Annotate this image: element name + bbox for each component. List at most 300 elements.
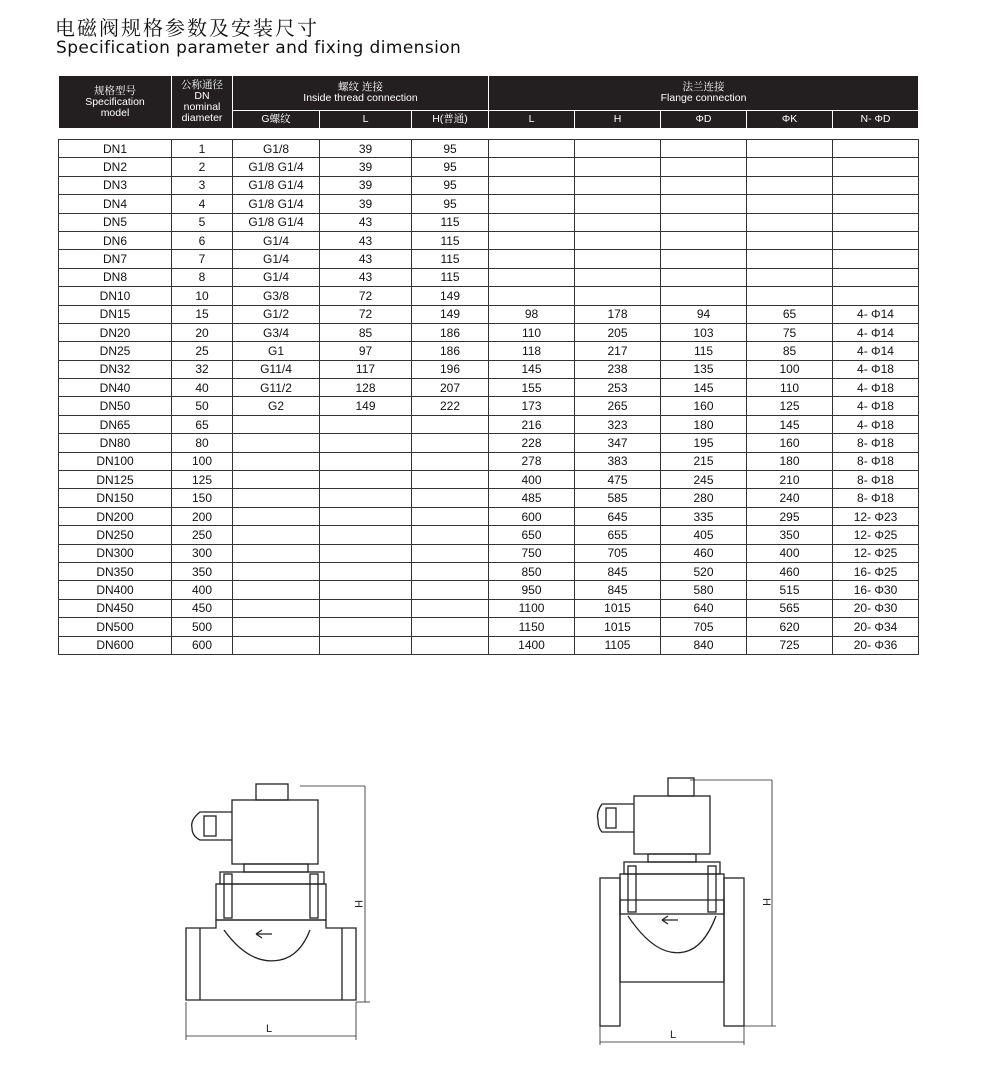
cell-model: DN450 — [59, 599, 172, 617]
spec-table-body — [59, 129, 919, 655]
table-row — [59, 140, 919, 158]
cell-flange-d: 460 — [661, 544, 747, 562]
cell-thread-l — [320, 415, 412, 433]
cell-thread-l: 149 — [320, 397, 412, 415]
cell-dn: 50 — [172, 397, 233, 415]
cell-g-thread: G1/4 — [233, 231, 320, 249]
table-row — [59, 489, 919, 507]
cell-flange-nd — [833, 213, 919, 231]
cell-thread-h: 95 — [412, 140, 489, 158]
cell-g-thread: G11/2 — [233, 379, 320, 397]
cell-g-thread — [233, 507, 320, 525]
cell-thread-h — [412, 599, 489, 617]
cell-thread-h — [412, 489, 489, 507]
cell-flange-nd — [833, 158, 919, 176]
cell-flange-l — [489, 287, 575, 305]
cell-thread-l: 39 — [320, 158, 412, 176]
cell-thread-h — [412, 581, 489, 599]
cell-flange-l: 278 — [489, 452, 575, 470]
cell-model: DN3 — [59, 176, 172, 194]
cell-flange-h: 383 — [575, 452, 661, 470]
cell-model: DN15 — [59, 305, 172, 323]
cell-thread-l — [320, 489, 412, 507]
cell-flange-l: 110 — [489, 323, 575, 341]
cell-flange-d — [661, 213, 747, 231]
cell-flange-h — [575, 158, 661, 176]
header-dn-cn: 公称通径 — [181, 79, 223, 91]
thread-valve-bonnet — [216, 864, 326, 920]
cell-flange-l — [489, 231, 575, 249]
header-flange-en: Flange connection — [660, 92, 747, 104]
flange-valve-bonnet — [620, 854, 724, 914]
cell-flange-nd: 12- Φ25 — [833, 544, 919, 562]
cell-thread-l — [320, 452, 412, 470]
cell-dn: 40 — [172, 379, 233, 397]
cell-flange-l: 1150 — [489, 618, 575, 636]
cell-flange-l: 650 — [489, 526, 575, 544]
cell-dn: 100 — [172, 452, 233, 470]
cell-flange-l — [489, 140, 575, 158]
cell-flange-nd — [833, 287, 919, 305]
table-row — [59, 213, 919, 231]
cell-flange-nd: 8- Φ18 — [833, 452, 919, 470]
cell-thread-l — [320, 471, 412, 489]
cell-g-thread: G1/4 — [233, 268, 320, 286]
cell-thread-h: 115 — [412, 231, 489, 249]
thread-valve-coil — [192, 784, 318, 864]
cell-flange-l: 600 — [489, 507, 575, 525]
cell-thread-l: 43 — [320, 213, 412, 231]
table-row — [59, 397, 919, 415]
cell-thread-h — [412, 562, 489, 580]
cell-thread-h: 207 — [412, 379, 489, 397]
cell-model: DN600 — [59, 636, 172, 654]
cell-dn: 3 — [172, 176, 233, 194]
table-row — [59, 158, 919, 176]
cell-flange-h: 323 — [575, 415, 661, 433]
cell-flange-d: 840 — [661, 636, 747, 654]
cell-g-thread: G1/2 — [233, 305, 320, 323]
cell-flange-h: 1015 — [575, 599, 661, 617]
header-thread-cn: 螺纹 连接 — [338, 81, 383, 93]
header-thread-group — [233, 76, 489, 111]
cell-flange-k — [747, 287, 833, 305]
cell-flange-d — [661, 231, 747, 249]
cell-flange-nd: 20- Φ30 — [833, 599, 919, 617]
cell-flange-nd: 12- Φ23 — [833, 507, 919, 525]
cell-g-thread: G1 — [233, 342, 320, 360]
cell-flange-h: 178 — [575, 305, 661, 323]
cell-model: DN400 — [59, 581, 172, 599]
cell-model: DN7 — [59, 250, 172, 268]
table-row — [59, 599, 919, 617]
cell-dn: 6 — [172, 231, 233, 249]
cell-model: DN50 — [59, 397, 172, 415]
cell-flange-d: 103 — [661, 323, 747, 341]
cell-flange-h: 253 — [575, 379, 661, 397]
cell-flange-k: 240 — [747, 489, 833, 507]
cell-flange-nd: 4- Φ18 — [833, 415, 919, 433]
cell-thread-h: 149 — [412, 287, 489, 305]
cell-g-thread — [233, 618, 320, 636]
header-g-thread: G螺纹 — [233, 111, 320, 129]
cell-flange-h: 217 — [575, 342, 661, 360]
cell-flange-k — [747, 250, 833, 268]
cell-model: DN150 — [59, 489, 172, 507]
table-row — [59, 434, 919, 452]
cell-flange-l: 1400 — [489, 636, 575, 654]
cell-flange-l: 173 — [489, 397, 575, 415]
table-row — [59, 323, 919, 341]
cell-flange-h: 585 — [575, 489, 661, 507]
table-row — [59, 195, 919, 213]
header-thread-l: L — [320, 111, 412, 129]
cell-model: DN500 — [59, 618, 172, 636]
cell-g-thread: G3/4 — [233, 323, 320, 341]
cell-flange-nd: 16- Φ30 — [833, 581, 919, 599]
cell-flange-l: 750 — [489, 544, 575, 562]
cell-flange-d: 160 — [661, 397, 747, 415]
cell-flange-l: 155 — [489, 379, 575, 397]
cell-dn: 7 — [172, 250, 233, 268]
cell-flange-nd: 4- Φ18 — [833, 397, 919, 415]
cell-model: DN250 — [59, 526, 172, 544]
cell-dn: 600 — [172, 636, 233, 654]
header-dn-abbr: DN — [194, 90, 210, 102]
cell-thread-l: 128 — [320, 379, 412, 397]
cell-flange-l: 1100 — [489, 599, 575, 617]
cell-flange-l: 145 — [489, 360, 575, 378]
cell-flange-nd: 4- Φ14 — [833, 323, 919, 341]
cell-dn: 250 — [172, 526, 233, 544]
cell-g-thread: G1/8 G1/4 — [233, 158, 320, 176]
cell-model: DN300 — [59, 544, 172, 562]
cell-flange-k: 725 — [747, 636, 833, 654]
cell-thread-h — [412, 544, 489, 562]
cell-thread-h: 186 — [412, 323, 489, 341]
cell-thread-l — [320, 434, 412, 452]
cell-flange-k — [747, 213, 833, 231]
cell-flange-h — [575, 213, 661, 231]
cell-thread-l: 72 — [320, 287, 412, 305]
title-chinese: 电磁阀规格参数及安装尺寸 — [55, 16, 319, 40]
cell-flange-k — [747, 140, 833, 158]
cell-g-thread — [233, 415, 320, 433]
header-flange-d: ΦD — [661, 111, 747, 129]
cell-flange-h: 705 — [575, 544, 661, 562]
cell-thread-h — [412, 471, 489, 489]
cell-flange-l: 118 — [489, 342, 575, 360]
cell-dn: 15 — [172, 305, 233, 323]
cell-flange-d: 135 — [661, 360, 747, 378]
cell-model: DN4 — [59, 195, 172, 213]
cell-flange-d: 245 — [661, 471, 747, 489]
cell-g-thread: G1/8 G1/4 — [233, 213, 320, 231]
cell-flange-k — [747, 268, 833, 286]
cell-model: DN200 — [59, 507, 172, 525]
cell-dn: 32 — [172, 360, 233, 378]
cell-thread-h: 149 — [412, 305, 489, 323]
header-model — [59, 76, 172, 129]
header-dn — [172, 76, 233, 129]
cell-g-thread: G3/8 — [233, 287, 320, 305]
table-row — [59, 360, 919, 378]
cell-flange-h: 645 — [575, 507, 661, 525]
cell-flange-h: 655 — [575, 526, 661, 544]
cell-dn: 350 — [172, 562, 233, 580]
cell-flange-k: 145 — [747, 415, 833, 433]
cell-thread-h: 186 — [412, 342, 489, 360]
cell-flange-k: 110 — [747, 379, 833, 397]
cell-thread-l: 39 — [320, 140, 412, 158]
cell-flange-d: 195 — [661, 434, 747, 452]
cell-model: DN100 — [59, 452, 172, 470]
cell-flange-k — [747, 231, 833, 249]
cell-flange-h: 347 — [575, 434, 661, 452]
cell-flange-l: 228 — [489, 434, 575, 452]
table-row — [59, 636, 919, 654]
cell-dn: 5 — [172, 213, 233, 231]
flange-valve-drawing — [580, 770, 790, 1050]
cell-flange-l: 850 — [489, 562, 575, 580]
table-row — [59, 544, 919, 562]
cell-flange-nd: 20- Φ36 — [833, 636, 919, 654]
cell-flange-h — [575, 195, 661, 213]
cell-flange-nd: 8- Φ18 — [833, 434, 919, 452]
cell-flange-k: 125 — [747, 397, 833, 415]
cell-flange-nd: 12- Φ25 — [833, 526, 919, 544]
cell-flange-l: 400 — [489, 471, 575, 489]
cell-flange-h: 475 — [575, 471, 661, 489]
title-english: Specification parameter and fixing dimension — [56, 38, 462, 58]
cell-g-thread — [233, 471, 320, 489]
cell-model: DN20 — [59, 323, 172, 341]
cell-flange-k: 350 — [747, 526, 833, 544]
table-row — [59, 250, 919, 268]
cell-dn: 500 — [172, 618, 233, 636]
cell-thread-l: 39 — [320, 176, 412, 194]
table-row — [59, 176, 919, 194]
cell-dn: 8 — [172, 268, 233, 286]
cell-flange-l — [489, 213, 575, 231]
cell-flange-l: 485 — [489, 489, 575, 507]
cell-dn: 1 — [172, 140, 233, 158]
header-flange-l: L — [489, 111, 575, 129]
cell-model: DN1 — [59, 140, 172, 158]
table-row — [59, 415, 919, 433]
cell-flange-k — [747, 176, 833, 194]
cell-flange-l — [489, 158, 575, 176]
cell-model: DN32 — [59, 360, 172, 378]
cell-dn: 2 — [172, 158, 233, 176]
header-dn-en2: diameter — [181, 112, 223, 124]
cell-model: DN25 — [59, 342, 172, 360]
cell-flange-k: 65 — [747, 305, 833, 323]
cell-g-thread — [233, 581, 320, 599]
cell-model: DN5 — [59, 213, 172, 231]
table-row — [59, 231, 919, 249]
cell-model: DN6 — [59, 231, 172, 249]
header-flange-group — [489, 76, 919, 111]
cell-thread-l: 117 — [320, 360, 412, 378]
cell-flange-k: 620 — [747, 618, 833, 636]
cell-flange-d: 215 — [661, 452, 747, 470]
cell-flange-nd — [833, 268, 919, 286]
cell-g-thread — [233, 544, 320, 562]
cell-thread-h — [412, 507, 489, 525]
table-row — [59, 287, 919, 305]
thread-valve-dimensions — [186, 786, 370, 1040]
cell-thread-l: 72 — [320, 305, 412, 323]
cell-flange-d: 335 — [661, 507, 747, 525]
cell-flange-nd — [833, 231, 919, 249]
cell-flange-k: 180 — [747, 452, 833, 470]
table-row — [59, 471, 919, 489]
cell-dn: 20 — [172, 323, 233, 341]
flange-valve-coil — [598, 778, 711, 854]
cell-flange-d: 705 — [661, 618, 747, 636]
cell-thread-h — [412, 526, 489, 544]
cell-flange-k: 75 — [747, 323, 833, 341]
table-row — [59, 562, 919, 580]
cell-g-thread: G11/4 — [233, 360, 320, 378]
cell-g-thread — [233, 489, 320, 507]
cell-flange-d: 145 — [661, 379, 747, 397]
cell-flange-nd: 16- Φ25 — [833, 562, 919, 580]
cell-thread-h: 222 — [412, 397, 489, 415]
cell-flange-d — [661, 268, 747, 286]
cell-dn: 80 — [172, 434, 233, 452]
cell-flange-d: 280 — [661, 489, 747, 507]
cell-flange-nd: 4- Φ14 — [833, 305, 919, 323]
cell-flange-h: 238 — [575, 360, 661, 378]
cell-flange-d — [661, 158, 747, 176]
cell-flange-d: 94 — [661, 305, 747, 323]
cell-flange-h: 205 — [575, 323, 661, 341]
cell-flange-k: 100 — [747, 360, 833, 378]
cell-flange-nd: 20- Φ34 — [833, 618, 919, 636]
table-row — [59, 526, 919, 544]
cell-model: DN40 — [59, 379, 172, 397]
cell-flange-k: 160 — [747, 434, 833, 452]
cell-g-thread: G2 — [233, 397, 320, 415]
table-row — [59, 268, 919, 286]
cell-flange-h: 845 — [575, 581, 661, 599]
cell-flange-l — [489, 268, 575, 286]
cell-flange-h: 1015 — [575, 618, 661, 636]
cell-flange-l — [489, 176, 575, 194]
cell-flange-d: 180 — [661, 415, 747, 433]
cell-flange-k: 515 — [747, 581, 833, 599]
cell-thread-l — [320, 618, 412, 636]
table-row — [59, 618, 919, 636]
cell-flange-d: 405 — [661, 526, 747, 544]
cell-flange-nd — [833, 250, 919, 268]
table-row — [59, 342, 919, 360]
cell-thread-l: 39 — [320, 195, 412, 213]
cell-flange-nd — [833, 195, 919, 213]
cell-model: DN8 — [59, 268, 172, 286]
cell-model: DN350 — [59, 562, 172, 580]
cell-thread-l: 43 — [320, 268, 412, 286]
cell-flange-d: 520 — [661, 562, 747, 580]
cell-flange-k: 85 — [747, 342, 833, 360]
cell-dn: 125 — [172, 471, 233, 489]
cell-flange-k: 565 — [747, 599, 833, 617]
cell-dn: 150 — [172, 489, 233, 507]
cell-dn: 200 — [172, 507, 233, 525]
header-flange-k: ΦK — [747, 111, 833, 129]
cell-flange-d: 580 — [661, 581, 747, 599]
cell-flange-h — [575, 140, 661, 158]
cell-flange-l: 950 — [489, 581, 575, 599]
cell-thread-l: 97 — [320, 342, 412, 360]
cell-g-thread: G1/8 G1/4 — [233, 176, 320, 194]
cell-model: DN10 — [59, 287, 172, 305]
cell-flange-h — [575, 268, 661, 286]
cell-g-thread — [233, 636, 320, 654]
cell-flange-nd: 4- Φ18 — [833, 360, 919, 378]
cell-dn: 400 — [172, 581, 233, 599]
flange-valve-body — [600, 878, 744, 1026]
cell-flange-h: 845 — [575, 562, 661, 580]
cell-flange-k: 295 — [747, 507, 833, 525]
cell-flange-nd — [833, 140, 919, 158]
header-flange-h: H — [575, 111, 661, 129]
header-model-en: Specification — [85, 95, 145, 108]
cell-flange-nd: 4- Φ18 — [833, 379, 919, 397]
cell-flange-d: 115 — [661, 342, 747, 360]
cell-flange-k: 210 — [747, 471, 833, 489]
cell-dn: 300 — [172, 544, 233, 562]
cell-thread-h: 196 — [412, 360, 489, 378]
cell-flange-k — [747, 158, 833, 176]
cell-g-thread — [233, 526, 320, 544]
cell-thread-l — [320, 581, 412, 599]
cell-flange-h — [575, 287, 661, 305]
cell-flange-k: 460 — [747, 562, 833, 580]
header-flange-nd: N- ΦD — [833, 111, 919, 129]
cell-model: DN125 — [59, 471, 172, 489]
cell-flange-nd: 4- Φ14 — [833, 342, 919, 360]
cell-g-thread — [233, 452, 320, 470]
cell-thread-l — [320, 599, 412, 617]
cell-thread-h — [412, 415, 489, 433]
cell-g-thread: G1/4 — [233, 250, 320, 268]
cell-g-thread: G1/8 — [233, 140, 320, 158]
cell-thread-l: 43 — [320, 250, 412, 268]
flange-valve-dimensions — [600, 780, 776, 1045]
cell-flange-l — [489, 195, 575, 213]
cell-flange-h — [575, 231, 661, 249]
cell-flange-d — [661, 140, 747, 158]
table-row — [59, 305, 919, 323]
thread-dim-h: H — [352, 900, 364, 908]
cell-thread-l — [320, 526, 412, 544]
cell-dn: 25 — [172, 342, 233, 360]
cell-g-thread — [233, 599, 320, 617]
cell-g-thread — [233, 434, 320, 452]
cell-flange-d — [661, 250, 747, 268]
cell-flange-l: 98 — [489, 305, 575, 323]
thread-valve-drawing — [160, 770, 380, 1050]
thread-valve-body — [186, 920, 356, 1000]
cell-thread-h: 115 — [412, 250, 489, 268]
cell-thread-h: 95 — [412, 158, 489, 176]
header-dn-en: nominal — [183, 101, 221, 113]
header-thread-h: H(普通) — [412, 111, 489, 129]
cell-dn: 65 — [172, 415, 233, 433]
